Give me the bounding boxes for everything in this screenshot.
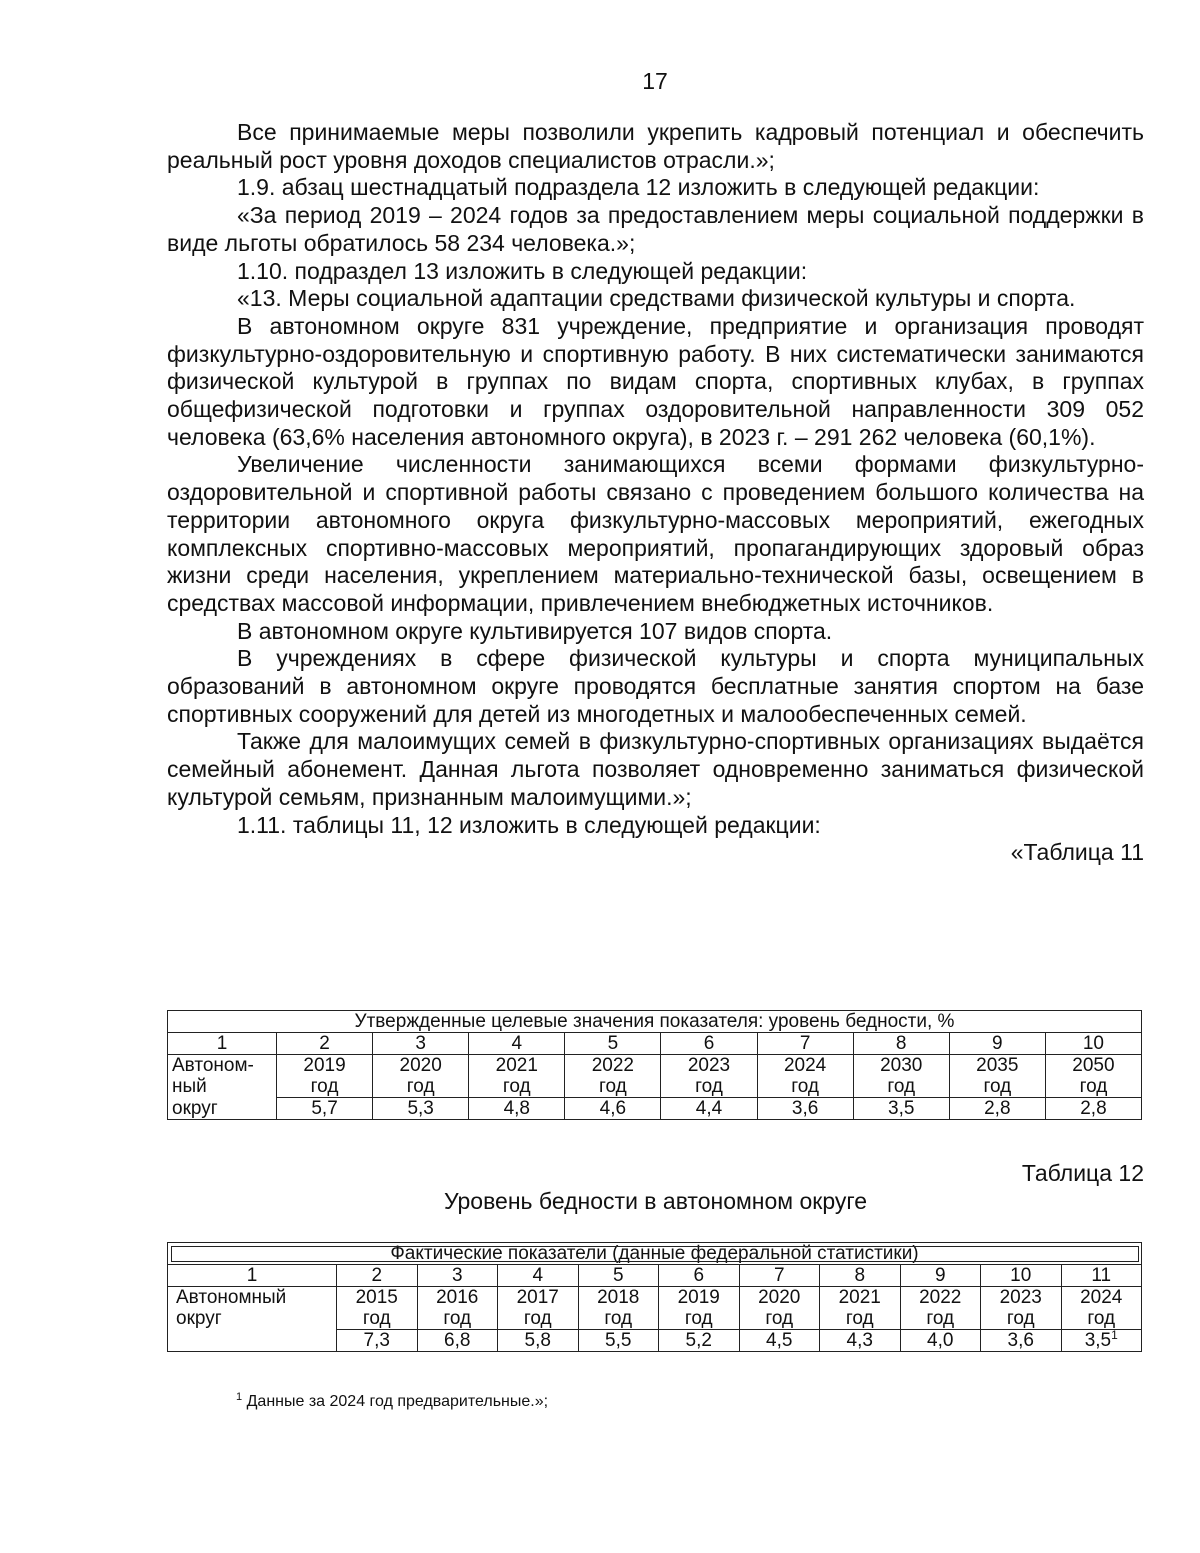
value-cell: 3,6 [981,1330,1062,1352]
col-number: 1 [168,1033,277,1055]
col-number: 3 [373,1033,469,1055]
value-cell-footnoted: $3,5^1$ [1061,1330,1142,1352]
col-number: 4 [498,1265,579,1287]
value-cell: 7,3 [337,1330,418,1352]
value-cell: 5,2 [659,1330,740,1352]
paragraph: В учреждениях в сфере физической культуры и спорта муниципальных образований в автономном округе проводятся бесплатные занятия спортом на базе спортивных сооружений для детей из многодетных и малообеспеченных семей. [167,645,1144,727]
col-number: 10 [981,1265,1062,1287]
col-number: 7 [757,1033,853,1055]
table12-title: Уровень бедности в автономном округе [443,1188,868,1214]
year-cell: 2050 год [1045,1055,1141,1098]
table11-caption: «Таблица 11 [1010,839,1144,866]
year-cell: 2021 год [820,1287,901,1330]
year-cell: 2019 год [277,1055,373,1098]
paragraph: В автономном округе 831 учреждение, предприятие и организация проводят физкультурно-оздоровительную и спортивную работу. В них систематически занимаются физической культурой в группах по видам спорта, спортивных клубах, в группах общефизической подготовки и группах оздоровительной направленности 309 052 человека (63,6% населения автономного округа), в 2023 г. – 291 262 человека (60,1%). [167,312,1144,450]
footnote-ref: 1 [1111,1328,1118,1342]
year-cell: 2019 год [659,1287,740,1330]
col-number: 7 [739,1265,820,1287]
region-label: Автономный округ [168,1287,337,1330]
col-number: 11 [1061,1265,1142,1287]
table11-values-row [168,1098,1142,1120]
year-cell: 2022 год [900,1287,981,1330]
year-cell: 2030 год [853,1055,949,1098]
value-cell: 4,5 [739,1330,820,1352]
value-cell: 5,5 [578,1330,659,1352]
value-cell: 5,3 [373,1098,469,1120]
paragraph: Также для малоимущих семей в физкультурно-спортивных организациях выдаётся семейный абонемент. Данная льгота позволяет одновременно заниматься физической культурой семьям, признанным малоимущими.»; [167,728,1144,810]
year-cell: 2020 год [373,1055,469,1098]
year-cell: 2018 год [578,1287,659,1330]
year-cell: 2016 год [417,1287,498,1330]
value-cell: 3,5 [853,1098,949,1120]
year-cell: 2024 год [757,1055,853,1098]
paragraph: Увеличение численности занимающихся всеми формами физкультурно-оздоровительной и спортивной работы связано с проведением большого количества на территории автономного округа физкультурно-массовых мероприятий, ежегодных комплексных спортивно-массовых мероприятий, пропагандирующих здоровый образ жизни среди населения, укреплением материально-технической базы, освещением в средствах массовой информации, привлечением внебюджетных источников. [167,451,1144,616]
col-number: 5 [578,1265,659,1287]
table11-header: Утвержденные целевые значения показателя: уровень бедности, % [168,1011,1142,1033]
year-cell: 2024 год [1061,1287,1142,1330]
paragraph: «За период 2019 – 2024 годов за предоставлением меры социальной поддержки в виде льготы обратилось 58 234 человека.»; [167,202,1144,256]
col-number: 2 [277,1033,373,1055]
paragraph: 1.11. таблицы 11, 12 изложить в следующей редакции: [237,811,821,838]
value-cell: 4,8 [469,1098,565,1120]
col-number: 1 [168,1265,337,1287]
text-body [167,119,1144,867]
table12-header: Фактические показатели (данные федеральной статистики) [168,1243,1142,1265]
value-cell: 2,8 [1045,1098,1141,1120]
paragraph: 1.9. абзац шестнадцатый подраздела 12 изложить в следующей редакции: [237,174,1040,201]
table12-col-numbers [168,1265,1142,1287]
year-cell: 2022 год [565,1055,661,1098]
year-cell: 2023 год [661,1055,757,1098]
col-number: 9 [949,1033,1045,1055]
value-cell: 5,8 [498,1330,579,1352]
table12-years-row [168,1287,1142,1330]
region-label-cont [168,1330,337,1352]
col-number: 9 [900,1265,981,1287]
value-cell: 2,8 [949,1098,1045,1120]
region-label: Автоном- ный [168,1055,277,1098]
col-number: 8 [853,1033,949,1055]
region-label-cont: округ [168,1098,277,1120]
col-number: 5 [565,1033,661,1055]
value-cell: 4,0 [900,1330,981,1352]
col-number: 3 [417,1265,498,1287]
footnote-mark: 1 [236,1391,243,1403]
value-cell: 4,4 [661,1098,757,1120]
paragraph: 1.10. подраздел 13 изложить в следующей редакции: [237,257,808,284]
year-cell: 2020 год [739,1287,820,1330]
paragraph: В автономном округе культивируется 107 видов спорта. [237,617,833,644]
footnote-text: Данные за 2024 год предварительные.»; [246,1393,549,1410]
table12-values-row [168,1330,1142,1352]
table12-caption: Таблица 12 [1021,1160,1144,1186]
table11-col-numbers [168,1033,1142,1055]
paragraph: Все принимаемые меры позволили укрепить кадровый потенциал и обеспечить реальный рост уровня доходов специалистов отрасли.»; [167,119,1144,173]
year-cell: 2035 год [949,1055,1045,1098]
col-number: 10 [1045,1033,1141,1055]
col-number: 8 [820,1265,901,1287]
paragraph: «13. Меры социальной адаптации средствами физической культуры и спорта. [237,285,1076,312]
page-number: 17 [642,68,668,94]
year-cell: 2023 год [981,1287,1062,1330]
table11-years-row [168,1055,1142,1098]
col-number: 6 [661,1033,757,1055]
year-cell: 2021 год [469,1055,565,1098]
col-number: 4 [469,1033,565,1055]
value-cell: 6,8 [417,1330,498,1352]
year-cell: 2015 год [337,1287,418,1330]
col-number: 2 [337,1265,418,1287]
table-11 [167,1010,1142,1120]
value-cell: 3,6 [757,1098,853,1120]
year-cell: 2017 год [498,1287,579,1330]
col-number: 6 [659,1265,740,1287]
value-cell: 4,6 [565,1098,661,1120]
footnote [236,1393,548,1411]
value-cell: 5,7 [277,1098,373,1120]
value-cell: 4,3 [820,1330,901,1352]
table-12 [167,1242,1142,1352]
